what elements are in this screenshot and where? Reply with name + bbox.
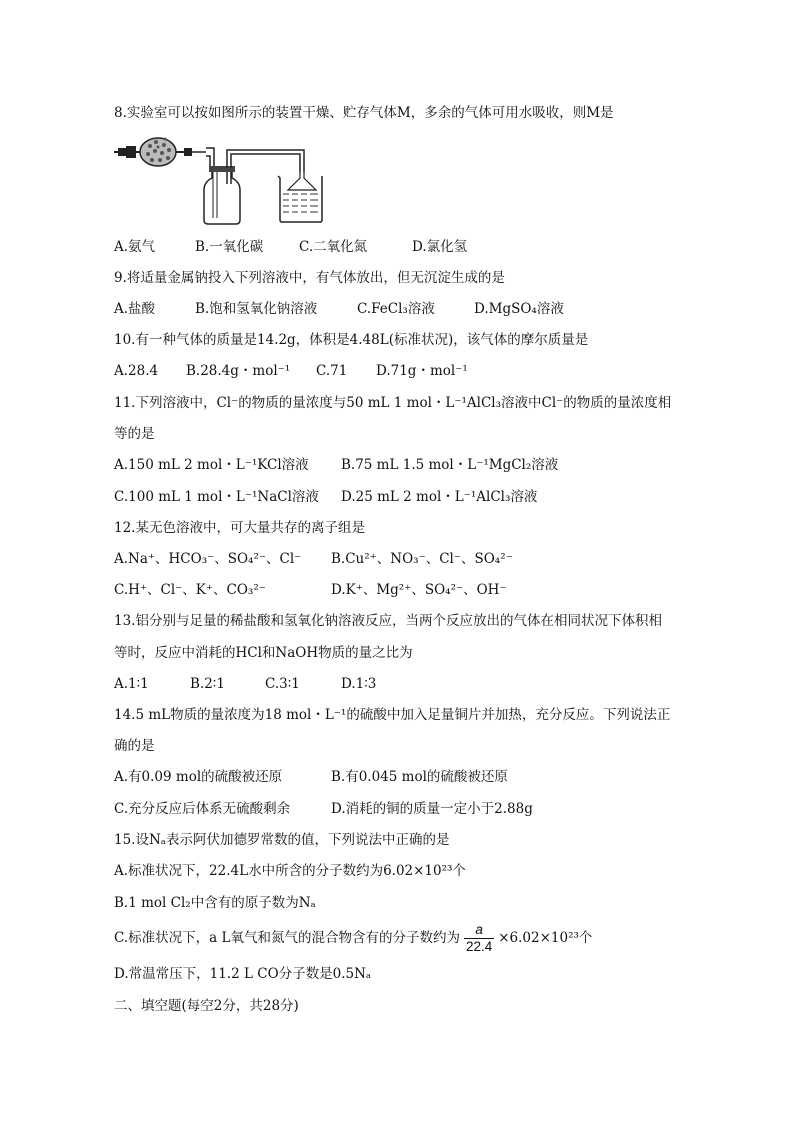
- q9-option-d: D.MgSO₄溶液: [474, 301, 564, 317]
- q11-stem-line2: 等的是: [114, 426, 155, 442]
- q14-option-d: D.消耗的铜的质量一定小于2.88g: [331, 801, 533, 817]
- q11-option-d: D.25 mL 2 mol・L⁻¹AlCl₃溶液: [341, 489, 538, 505]
- q11-stem-line1: 11.下列溶液中，Cl⁻的物质的量浓度与50 mL 1 mol・L⁻¹AlCl₃溶液中Cl⁻的物质的量浓度相: [114, 395, 672, 411]
- q12-option-c: C.H⁺、Cl⁻、K⁺、CO₃²⁻: [114, 582, 266, 598]
- q15-stem: 15.设Nₐ表示阿伏加德罗常数的值，下列说法中正确的是: [114, 832, 450, 848]
- q10-option-c: C.71: [316, 363, 348, 379]
- apparatus-figure: [114, 128, 354, 228]
- q13-stem-line2: 等时，反应中消耗的HCl和NaOH物质的量之比为: [114, 645, 413, 661]
- q11-option-b: B.75 mL 1.5 mol・L⁻¹MgCl₂溶液: [341, 457, 559, 473]
- q9-option-c: C.FeCl₃溶液: [357, 301, 435, 317]
- q14-option-a: A.有0.09 mol的硫酸被还原: [114, 769, 283, 785]
- q8-option-c: C.二氧化氮: [299, 239, 368, 255]
- q9-stem: 9.将适量金属钠投入下列溶液中，有气体放出，但无沉淀生成的是: [114, 270, 505, 286]
- q15-option-a: A.标准状况下，22.4L水中所含的分子数约为6.02×10²³个: [114, 863, 466, 879]
- q14-option-b: B.有0.045 mol的硫酸被还原: [331, 769, 508, 785]
- q15-option-b: B.1 mol Cl₂中含有的原子数为Nₐ: [114, 895, 316, 911]
- section-2-heading: 二、填空题(每空2分，共28分): [114, 998, 299, 1014]
- q13-option-d: D.1∶3: [341, 676, 377, 692]
- q13-option-c: C.3∶1: [265, 676, 300, 692]
- q12-option-d: D.K⁺、Mg²⁺、SO₄²⁻、OH⁻: [331, 582, 507, 598]
- q8-option-d: D.氯化氢: [412, 239, 468, 255]
- q8-stem: 8.实验室可以按如图所示的装置干燥、贮存气体M，多余的气体可用水吸收，则M是: [114, 105, 614, 121]
- drying-tube-ball: [140, 138, 176, 166]
- q13-stem-line1: 13.铝分别与足量的稀盐酸和氢氧化钠溶液反应，当两个反应放出的气体在相同状况下体积相: [114, 613, 662, 629]
- q9-option-a: A.盐酸: [114, 301, 156, 317]
- q10-option-d: D.71g・mol⁻¹: [376, 363, 468, 379]
- q14-stem-line2: 确的是: [114, 738, 155, 754]
- q12-option-a: A.Na⁺、HCO₃⁻、SO₄²⁻、Cl⁻: [114, 551, 302, 567]
- q15-option-d: D.常温常压下，11.2 L CO分子数是0.5Nₐ: [114, 966, 372, 982]
- q15-option-c-fraction: [464, 922, 494, 955]
- q11-option-c: C.100 mL 1 mol・L⁻¹NaCl溶液: [114, 489, 319, 505]
- q11-option-a: A.150 mL 2 mol・L⁻¹KCl溶液: [114, 457, 309, 473]
- q9-option-b: B.饱和氢氧化钠溶液: [195, 301, 318, 317]
- q10-stem: 10.有一种气体的质量是14.2g，体积是4.48L(标准状况)，该气体的摩尔质量是: [114, 332, 589, 348]
- fraction-denominator: 22.4: [465, 939, 493, 954]
- q15-option-c-text: C.标准状况下，a L氧气和氮气的混合物含有的分子数约为: [114, 930, 460, 946]
- q12-option-b: B.Cu²⁺、NO₃⁻、Cl⁻、SO₄²⁻: [331, 551, 513, 567]
- q8-option-b: B.一氧化碳: [195, 239, 264, 255]
- q8-option-a: A.氨气: [114, 239, 156, 255]
- q10-option-b: B.28.4g・mol⁻¹: [186, 363, 291, 379]
- q10-option-a: A.28.4: [114, 363, 159, 379]
- q12-stem: 12.某无色溶液中，可大量共存的离子组是: [114, 520, 365, 536]
- inverted-funnel: [288, 172, 316, 190]
- gas-bottle: [204, 172, 240, 224]
- q14-option-c: C.充分反应后体系无硫酸剩余: [114, 801, 291, 817]
- fraction-numerator: a: [464, 922, 494, 939]
- q13-option-b: B.2∶1: [190, 676, 225, 692]
- q15-option-c-tail: ×6.02×10²³个: [498, 930, 593, 946]
- q13-option-a: A.1∶1: [114, 676, 149, 692]
- q14-stem-line1: 14.5 mL物质的量浓度为18 mol・L⁻¹的硫酸中加入足量铜片并加热，充分反应。下列说法正: [114, 707, 671, 723]
- q15-option-c: [114, 920, 592, 956]
